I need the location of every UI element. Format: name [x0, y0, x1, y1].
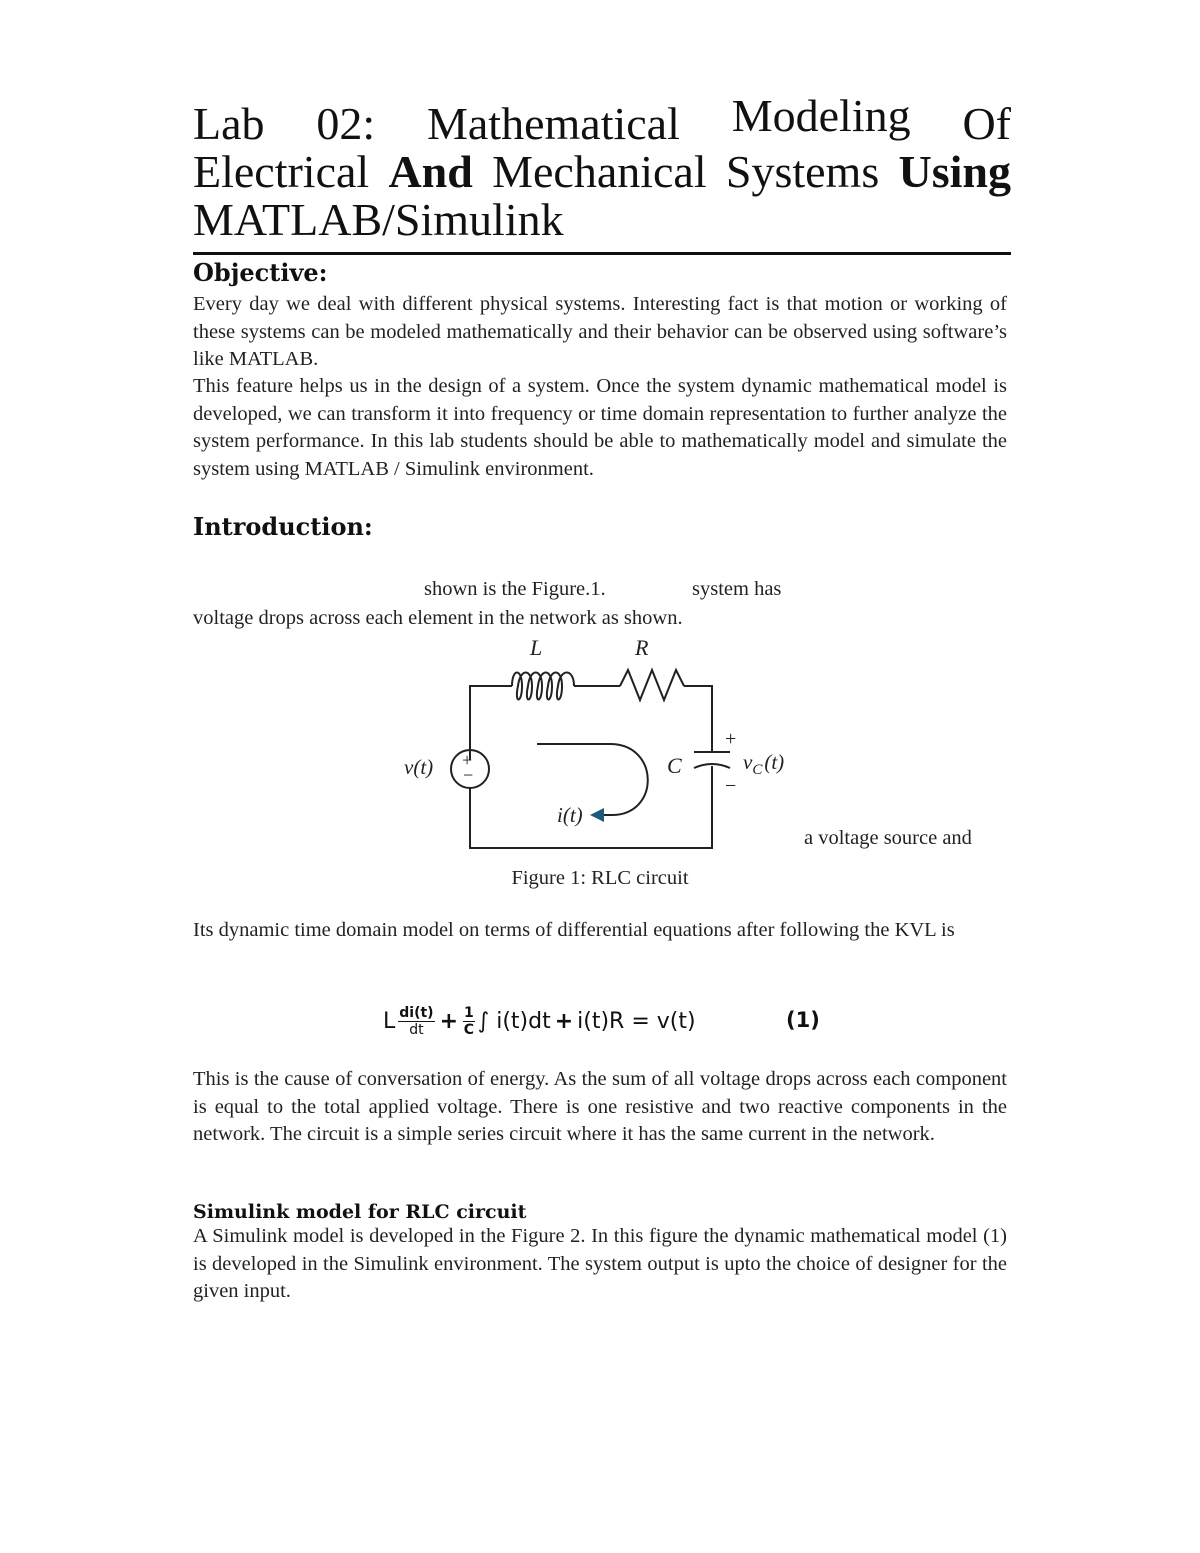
kvl-equation — [383, 998, 696, 1044]
capacitor-voltage-label — [743, 750, 784, 778]
vc-subscript: C — [752, 762, 763, 778]
intro-fragment-1: shown is the Figure.1. — [424, 578, 606, 600]
source-label: v(t) — [404, 755, 434, 779]
title-word: Lab — [193, 98, 265, 149]
current-label: i(t) — [557, 803, 583, 827]
intro-fragment-3: a voltage source and — [804, 827, 972, 849]
resistor-label: R — [635, 635, 649, 660]
conservation-paragraph: This is the cause of conversation of energy. As the sum of all voltage drops across each component is equal to the total applied voltage. There is one resistive and two reactive components in the network. The circuit is a simple series circuit where it has the same current in the network. — [193, 1068, 1007, 1145]
simulink-paragraph: A Simulink model is developed in the Figure 2. In this figure the dynamic mathematical model (1) is developed in the Simulink environment. The system output is upto the choice of designer for the given input. — [193, 1225, 1007, 1302]
wire-bottom — [470, 766, 712, 848]
source-minus: − — [463, 765, 474, 785]
title-word: Systems — [725, 146, 880, 197]
eq-resistive-term: i(t)R = v(t) — [577, 1008, 696, 1034]
current-arrowhead — [590, 808, 604, 822]
objective-paragraph-1: Every day we deal with different physical systems. Interesting fact is that motion or working of these systems can be modeled mathematically and their behavior can be observed using software’s like MATLAB. — [193, 293, 1007, 370]
wire-right-top — [684, 686, 712, 752]
title-word: 02: — [316, 98, 376, 149]
capacitor-plus: + — [725, 728, 737, 750]
vc-symbol: v — [743, 750, 753, 774]
resistor-symbol — [620, 670, 684, 700]
source-plus: + — [462, 750, 473, 770]
introduction-heading: Introduction: — [193, 512, 373, 541]
eq-capacitance-denominator: C — [463, 1021, 475, 1038]
eq-plus: + — [554, 1008, 574, 1034]
capacitor-minus: − — [725, 775, 737, 797]
objective-heading: Objective: — [193, 258, 328, 287]
title-word: Using — [898, 146, 1011, 197]
eq-inductance: L — [383, 1008, 396, 1034]
title-word: MATLAB/Simulink — [193, 194, 564, 245]
eq-integral-term: ∫ i(t)dt — [477, 1008, 551, 1034]
eq-plus: + — [439, 1008, 459, 1034]
title-word: Modeling — [731, 90, 911, 141]
capacitor-label: C — [667, 753, 682, 778]
eq-derivative-denominator: dt — [409, 1021, 424, 1038]
current-loop-path — [537, 744, 648, 815]
model-paragraph: Its dynamic time domain model on terms of differential equations after following the KVL is — [193, 919, 955, 941]
vc-argument: (t) — [764, 750, 785, 774]
inductor-label: L — [530, 635, 543, 660]
title-word: And — [388, 146, 473, 197]
title-word: Mathematical — [426, 98, 680, 149]
eq-derivative-fraction — [398, 1005, 434, 1038]
title-word: Electrical — [193, 146, 370, 197]
eq-derivative-numerator: di(t) — [399, 1004, 434, 1021]
inductor-symbol — [512, 673, 574, 700]
figure-caption: Figure 1: RLC circuit — [511, 867, 689, 889]
simulink-heading: Simulink model for RLC circuit — [193, 1201, 527, 1223]
wire-left-top — [470, 686, 512, 760]
intro-fragment-2: system has — [692, 578, 782, 600]
title-word: Of — [962, 98, 1011, 149]
title-word: Mechanical — [492, 146, 707, 197]
eq-capacitance-fraction — [463, 1005, 475, 1038]
eq-capacitance-numerator: 1 — [464, 1004, 474, 1021]
equation-number: (1) — [786, 1008, 820, 1032]
intro-line-2: voltage drops across each element in the network as shown. — [193, 607, 683, 629]
objective-paragraph-2: This feature helps us in the design of a system. Once the system dynamic mathematical model is developed, we can transform it into frequency or time domain representation to further analyze the system performance. In this lab students should be able to mathematically model and simulate the system using MATLAB / Simulink environment. — [193, 375, 1007, 480]
